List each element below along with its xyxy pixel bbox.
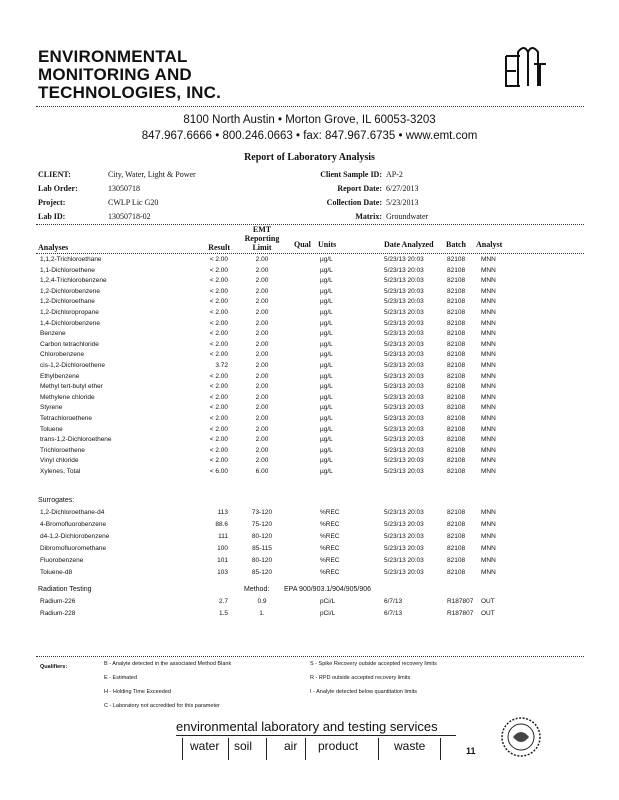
table-row bbox=[0, 415, 619, 426]
footer-rule bbox=[176, 735, 456, 736]
reporting-limit: 2.00 bbox=[255, 351, 269, 359]
reporting-limit: 1. bbox=[259, 610, 265, 617]
result-value: 101 bbox=[217, 556, 228, 564]
table-row bbox=[0, 394, 619, 405]
lab-id-value: 13050718-02 bbox=[108, 212, 151, 221]
result-value: < 2.00 bbox=[209, 330, 228, 338]
units: µg/L bbox=[320, 330, 333, 338]
date-analyzed: 5/23/13 20:03 bbox=[384, 372, 424, 380]
batch: 82108 bbox=[447, 544, 466, 552]
date-analyzed: 5/23/13 20:03 bbox=[384, 532, 424, 540]
date-analyzed: 5/23/13 20:03 bbox=[384, 520, 424, 528]
analyst: MNN bbox=[481, 393, 496, 401]
table-row bbox=[0, 533, 619, 544]
footer-tagline: environmental laboratory and testing services bbox=[176, 719, 438, 734]
company-name-line1: ENVIRONMENTAL bbox=[38, 47, 188, 66]
analyte-name: Carbon tetrachloride bbox=[40, 340, 99, 348]
result-value: < 2.00 bbox=[209, 372, 228, 380]
table-row bbox=[0, 341, 619, 352]
qualifier-rule bbox=[36, 656, 584, 657]
units: %REC bbox=[320, 520, 340, 528]
analyte-name: 4-Bromofluorobenzene bbox=[40, 520, 107, 528]
reporting-limit: 0.9 bbox=[257, 598, 267, 605]
method-label: Method: bbox=[244, 586, 270, 593]
footer-separator bbox=[228, 738, 229, 760]
batch: 82108 bbox=[447, 568, 466, 576]
reporting-limit: 2.00 bbox=[255, 383, 269, 391]
result-value: < 2.00 bbox=[209, 256, 228, 263]
analyst: MNN bbox=[481, 520, 496, 528]
footer-separator bbox=[266, 738, 267, 760]
result-value: < 2.00 bbox=[209, 436, 228, 444]
reporting-limit: 2.00 bbox=[255, 436, 269, 444]
reporting-limit: 85-115 bbox=[252, 544, 272, 552]
result-value: < 2.00 bbox=[209, 287, 228, 295]
report-title: Report of Laboratory Analysis bbox=[244, 152, 375, 163]
col-analyst: Analyst bbox=[476, 240, 503, 249]
batch: 82108 bbox=[447, 457, 466, 465]
analyst: OUT bbox=[481, 598, 495, 605]
footer-separator bbox=[182, 738, 183, 760]
date-analyzed: 5/23/13 20:03 bbox=[384, 393, 424, 401]
analyte-name: Ethylbenzene bbox=[40, 372, 80, 380]
table-row bbox=[0, 373, 619, 384]
col-qual: Qual bbox=[294, 240, 311, 249]
reporting-limit: 2.00 bbox=[255, 298, 269, 306]
table-row bbox=[0, 362, 619, 373]
analyst: MNN bbox=[481, 319, 496, 327]
table-row bbox=[0, 320, 619, 331]
matrix-label: Matrix: bbox=[355, 212, 382, 221]
reporting-limit: 2.00 bbox=[255, 340, 269, 348]
analyst: MNN bbox=[481, 404, 496, 412]
analyst: OUT bbox=[481, 610, 495, 617]
units: µg/L bbox=[320, 457, 333, 465]
result-value: 2.7 bbox=[218, 598, 228, 605]
reporting-limit: 75-120 bbox=[251, 520, 273, 528]
result-value: 111 bbox=[218, 532, 228, 540]
units: µg/L bbox=[320, 298, 333, 306]
date-analyzed: 6/7/13 bbox=[384, 598, 403, 605]
analyst: MNN bbox=[481, 298, 496, 306]
analyte-name: 1,2,4-Trichlorobenzene bbox=[40, 277, 107, 285]
date-analyzed: 5/23/13 20:03 bbox=[384, 277, 424, 285]
units: µg/L bbox=[320, 383, 333, 391]
date-analyzed: 5/23/13 20:03 bbox=[384, 340, 424, 348]
analyte-name: Chlorobenzene bbox=[40, 351, 85, 359]
result-value: < 2.00 bbox=[209, 404, 228, 412]
company-address: 8100 North Austin • Morton Grove, IL 60053-3203 bbox=[183, 114, 436, 126]
analyte-name: Fluorobenzene bbox=[40, 556, 84, 564]
result-value: < 2.00 bbox=[209, 425, 228, 433]
project-label: Project: bbox=[38, 198, 66, 207]
date-analyzed: 5/23/13 20:03 bbox=[384, 404, 424, 412]
analyte-name: Trichloroethene bbox=[40, 446, 85, 454]
table-row bbox=[0, 457, 619, 468]
analyst: MNN bbox=[481, 556, 496, 564]
result-value: 103 bbox=[217, 568, 228, 576]
units: %REC bbox=[320, 544, 340, 552]
table-row bbox=[0, 288, 619, 299]
date-analyzed: 5/23/13 20:03 bbox=[384, 383, 424, 391]
units: µg/L bbox=[320, 351, 333, 359]
batch: 82108 bbox=[447, 298, 466, 306]
table-row bbox=[0, 404, 619, 415]
qualifier-b: B - Analyte detected in the associated Method Blank bbox=[104, 661, 232, 667]
units: µg/L bbox=[320, 340, 333, 348]
units: µg/L bbox=[320, 266, 333, 274]
batch: 82108 bbox=[447, 383, 466, 391]
table-row bbox=[0, 383, 619, 394]
units: µg/L bbox=[320, 372, 333, 380]
reporting-limit: 2.00 bbox=[255, 415, 269, 422]
table-row bbox=[0, 468, 619, 479]
lab-id-label: Lab ID: bbox=[38, 212, 66, 221]
units: µg/L bbox=[320, 415, 333, 422]
report-date-value: 6/27/2013 bbox=[386, 184, 419, 193]
date-analyzed: 5/23/13 20:03 bbox=[384, 351, 424, 359]
reporting-limit: 80-120 bbox=[251, 556, 273, 564]
col-units: Units bbox=[318, 240, 337, 249]
analyte-name: Tetrachloroethene bbox=[40, 415, 93, 422]
collection-date-value: 5/23/2013 bbox=[386, 198, 419, 207]
batch: 82108 bbox=[447, 266, 466, 274]
qualifier-h: H - Holding Time Exceeded bbox=[104, 689, 171, 695]
reporting-limit: 2.00 bbox=[255, 393, 269, 401]
reporting-limit: 2.00 bbox=[255, 446, 269, 454]
reporting-limit: 2.00 bbox=[255, 309, 269, 316]
reporting-limit: 2.00 bbox=[255, 404, 269, 412]
units: pCi/L bbox=[320, 610, 336, 617]
date-analyzed: 5/23/13 20:03 bbox=[384, 544, 424, 552]
analyst: MNN bbox=[481, 372, 496, 380]
result-value: < 2.00 bbox=[209, 457, 228, 465]
result-value: < 2.00 bbox=[209, 351, 228, 359]
qualifier-i: I - Analyte detected below quantitation limits bbox=[310, 689, 418, 695]
reporting-limit: 80-120 bbox=[251, 532, 273, 540]
reporting-limit: 2.00 bbox=[255, 330, 269, 338]
units: µg/L bbox=[320, 436, 333, 444]
analyte-name: Methyl tert-butyl ether bbox=[40, 383, 103, 391]
batch: 82108 bbox=[447, 277, 466, 285]
reporting-limit: 2.00 bbox=[255, 287, 269, 295]
batch: 82108 bbox=[447, 340, 466, 348]
units: µg/L bbox=[320, 393, 333, 401]
units: µg/L bbox=[320, 319, 333, 327]
client-label: CLIENT: bbox=[38, 170, 71, 179]
batch: 82108 bbox=[447, 468, 466, 475]
analyst: MNN bbox=[481, 351, 496, 359]
col-analyses: Analyses bbox=[38, 243, 69, 252]
reporting-limit: 73-120 bbox=[251, 509, 273, 516]
result-value: < 2.00 bbox=[209, 393, 228, 401]
date-analyzed: 5/23/13 20:03 bbox=[384, 568, 424, 576]
analyst: MNN bbox=[481, 340, 496, 348]
analyst: MNN bbox=[481, 532, 496, 540]
analyte-name: Toluene-d8 bbox=[40, 568, 73, 576]
result-value: 113 bbox=[217, 509, 228, 516]
batch: 82108 bbox=[447, 287, 466, 295]
qualifier-c: C - Laboratory not accredited for this parameter bbox=[104, 703, 220, 709]
table-row bbox=[0, 569, 619, 580]
qualifier-r: R - RPD outside accepted recovery limits bbox=[310, 675, 411, 681]
col-limit: Limit bbox=[252, 243, 272, 252]
client-value: City, Water, Light & Power bbox=[108, 170, 196, 179]
info-rule bbox=[36, 224, 584, 225]
analyte-name: Radium-226 bbox=[40, 598, 76, 605]
date-analyzed: 5/23/13 20:03 bbox=[384, 556, 424, 564]
batch: 82108 bbox=[447, 393, 466, 401]
result-value: < 2.00 bbox=[209, 383, 228, 391]
table-row bbox=[0, 598, 619, 609]
table-row bbox=[0, 521, 619, 532]
units: µg/L bbox=[320, 309, 333, 316]
analyst: MNN bbox=[481, 383, 496, 391]
footer-separator bbox=[440, 738, 441, 760]
col-date-analyzed: Date Analyzed bbox=[384, 240, 434, 249]
analyst: MNN bbox=[481, 362, 496, 369]
date-analyzed: 5/23/13 20:03 bbox=[384, 256, 424, 263]
units: µg/L bbox=[320, 287, 333, 295]
date-analyzed: 5/23/13 20:03 bbox=[384, 509, 424, 516]
result-value: < 2.00 bbox=[209, 340, 228, 348]
analyst: MNN bbox=[481, 277, 496, 285]
reporting-limit: 2.00 bbox=[255, 277, 269, 285]
units: µg/L bbox=[320, 468, 333, 475]
table-row bbox=[0, 426, 619, 437]
units: %REC bbox=[320, 509, 340, 516]
service-soil: soil bbox=[234, 739, 253, 753]
result-value: < 2.00 bbox=[209, 266, 228, 274]
analyst: MNN bbox=[481, 436, 496, 444]
date-analyzed: 5/23/13 20:03 bbox=[384, 425, 424, 433]
analyte-name: 1,2-Dichlorobenzene bbox=[40, 287, 100, 295]
service-product: product bbox=[318, 739, 359, 753]
reporting-limit: 2.00 bbox=[255, 457, 269, 465]
header-rule bbox=[36, 106, 584, 107]
company-phones: 847.967.6666 • 800.246.0663 • fax: 847.967.6735 • www.emt.com bbox=[141, 130, 478, 142]
date-analyzed: 5/23/13 20:03 bbox=[384, 436, 424, 444]
analyte-name: d4-1,2-Dichlorobenzene bbox=[40, 532, 110, 540]
result-value: 88.6 bbox=[215, 520, 228, 528]
table-row bbox=[0, 298, 619, 309]
batch: R187807 bbox=[447, 598, 474, 605]
date-analyzed: 5/23/13 20:03 bbox=[384, 415, 424, 422]
analyte-name: Dibromofluoromethane bbox=[40, 544, 107, 552]
units: pCi/L bbox=[320, 598, 336, 605]
units: %REC bbox=[320, 568, 340, 576]
qualifier-e: E - Estimated bbox=[104, 675, 138, 681]
matrix-value: Groundwater bbox=[386, 212, 429, 221]
table-row bbox=[0, 267, 619, 278]
date-analyzed: 5/23/13 20:03 bbox=[384, 309, 424, 316]
batch: 82108 bbox=[447, 372, 466, 380]
service-water: water bbox=[190, 739, 220, 753]
table-row bbox=[0, 557, 619, 568]
col-batch: Batch bbox=[446, 240, 466, 249]
batch: 82108 bbox=[447, 415, 466, 422]
analyst: MNN bbox=[481, 468, 496, 475]
analyst: MNN bbox=[481, 415, 496, 422]
batch: 82108 bbox=[447, 532, 466, 540]
analyte-name: 1,2-Dichloroethane-d4 bbox=[40, 509, 105, 516]
analyst: MNN bbox=[481, 568, 496, 576]
units: %REC bbox=[320, 532, 340, 540]
qualifiers-label: Qualifiers: bbox=[40, 664, 68, 670]
batch: 82108 bbox=[447, 404, 466, 412]
batch: 82108 bbox=[447, 330, 466, 338]
analyte-name: trans-1,2-Dichloroethene bbox=[40, 436, 112, 444]
collection-date-label: Collection Date: bbox=[326, 198, 382, 207]
date-analyzed: 6/7/13 bbox=[384, 610, 403, 617]
page-number: 11 bbox=[466, 746, 476, 756]
analyte-name: cis-1,2-Dichloroethene bbox=[40, 362, 106, 369]
result-value: 3.72 bbox=[215, 362, 228, 369]
result-value: < 2.00 bbox=[209, 309, 228, 316]
batch: 82108 bbox=[447, 520, 466, 528]
analyst: MNN bbox=[481, 425, 496, 433]
units: µg/L bbox=[320, 425, 333, 433]
units: %REC bbox=[320, 556, 340, 564]
analyst: MNN bbox=[481, 509, 496, 516]
date-analyzed: 5/23/13 20:03 bbox=[384, 468, 424, 475]
col-reporting: Reporting bbox=[244, 234, 280, 243]
service-air: air bbox=[284, 739, 298, 753]
analyte-name: 1,1-Dichloroethene bbox=[40, 266, 95, 274]
batch: 82108 bbox=[447, 509, 466, 516]
reporting-limit: 2.00 bbox=[255, 266, 269, 274]
batch: 82108 bbox=[447, 556, 466, 564]
batch: 82108 bbox=[447, 309, 466, 316]
batch: 82108 bbox=[447, 362, 466, 369]
reporting-limit: 6.00 bbox=[255, 468, 269, 475]
result-value: < 2.00 bbox=[209, 298, 228, 306]
analyte-name: Toluene bbox=[40, 425, 63, 433]
surrogates-label: Surrogates: bbox=[38, 497, 75, 504]
result-value: 100 bbox=[217, 544, 228, 552]
analyte-name: 1,2-Dichloroethane bbox=[40, 298, 95, 306]
lab-order-value: 13050718 bbox=[108, 184, 140, 193]
table-row bbox=[0, 447, 619, 458]
table-row bbox=[0, 610, 619, 621]
reporting-limit: 85-120 bbox=[251, 568, 273, 576]
table-row bbox=[0, 436, 619, 447]
lab-order-label: Lab Order: bbox=[38, 184, 78, 193]
batch: 82108 bbox=[447, 436, 466, 444]
date-analyzed: 5/23/13 20:03 bbox=[384, 362, 424, 369]
reporting-limit: 2.00 bbox=[255, 256, 269, 263]
qualifier-s: S - Spike Recovery outside accepted recovery limits bbox=[310, 661, 437, 667]
table-row bbox=[0, 256, 619, 267]
radiation-label: Radiation Testing bbox=[38, 586, 92, 593]
result-value: < 2.00 bbox=[209, 415, 228, 422]
units: µg/L bbox=[320, 277, 333, 285]
company-name-line3: TECHNOLOGIES, INC. bbox=[38, 83, 222, 102]
reporting-limit: 2.00 bbox=[255, 319, 269, 327]
emt-logo bbox=[500, 42, 550, 92]
col-emt: EMT bbox=[252, 225, 272, 234]
result-value: 1.5 bbox=[218, 610, 228, 617]
table-row bbox=[0, 545, 619, 556]
date-analyzed: 5/23/13 20:03 bbox=[384, 446, 424, 454]
table-header-rule bbox=[36, 253, 584, 254]
date-analyzed: 5/23/13 20:03 bbox=[384, 319, 424, 327]
col-result: Result bbox=[208, 243, 230, 252]
reporting-limit: 2.00 bbox=[255, 362, 269, 369]
result-value: < 6.00 bbox=[209, 468, 228, 475]
result-value: < 2.00 bbox=[209, 446, 228, 454]
analyst: MNN bbox=[481, 266, 496, 274]
analyst: MNN bbox=[481, 287, 496, 295]
analyst: MNN bbox=[481, 330, 496, 338]
units: µg/L bbox=[320, 404, 333, 412]
units: µg/L bbox=[320, 256, 333, 263]
method-value: EPA 900/903.1/904/905/906 bbox=[284, 586, 372, 593]
date-analyzed: 5/23/13 20:03 bbox=[384, 287, 424, 295]
batch: 82108 bbox=[447, 319, 466, 327]
analyte-name: Styrene bbox=[40, 404, 63, 412]
service-waste: waste bbox=[394, 739, 426, 753]
analyst: MNN bbox=[481, 309, 496, 316]
batch: 82108 bbox=[447, 425, 466, 433]
analyte-name: Benzene bbox=[40, 330, 66, 338]
analyst: MNN bbox=[481, 446, 496, 454]
report-date-label: Report Date: bbox=[337, 184, 382, 193]
analyte-name: 1,4-Dichlorobenzene bbox=[40, 319, 100, 327]
table-row bbox=[0, 509, 619, 520]
units: µg/L bbox=[320, 446, 333, 454]
batch: 82108 bbox=[447, 446, 466, 454]
date-analyzed: 5/23/13 20:03 bbox=[384, 298, 424, 306]
certification-seal bbox=[500, 716, 542, 758]
table-row bbox=[0, 330, 619, 341]
result-value: < 2.00 bbox=[209, 277, 228, 285]
table-row bbox=[0, 277, 619, 288]
client-sample-id-label: Client Sample ID: bbox=[320, 170, 382, 179]
project-value: CWLP Lic G20 bbox=[108, 198, 159, 207]
company-name-line2: MONITORING AND bbox=[38, 65, 192, 84]
analyte-name: Methylene chloride bbox=[40, 393, 95, 401]
analyst: MNN bbox=[481, 256, 496, 263]
units: µg/L bbox=[320, 362, 333, 369]
footer-separator bbox=[305, 738, 306, 760]
footer-separator bbox=[378, 738, 379, 760]
batch: R187807 bbox=[447, 610, 474, 617]
date-analyzed: 5/23/13 20:03 bbox=[384, 457, 424, 465]
batch: 82108 bbox=[447, 256, 466, 263]
analyst: MNN bbox=[481, 544, 496, 552]
client-sample-id-value: AP-2 bbox=[386, 170, 403, 179]
table-row bbox=[0, 309, 619, 320]
reporting-limit: 2.00 bbox=[255, 425, 269, 433]
analyte-name: 1,1,2-Trichloroethane bbox=[40, 256, 102, 263]
analyte-name: 1,2-Dichloropropane bbox=[40, 309, 99, 316]
reporting-limit: 2.00 bbox=[255, 372, 269, 380]
date-analyzed: 5/23/13 20:03 bbox=[384, 330, 424, 338]
table-row bbox=[0, 351, 619, 362]
analyte-name: Xylenes, Total bbox=[40, 468, 81, 475]
analyst: MNN bbox=[481, 457, 496, 465]
date-analyzed: 5/23/13 20:03 bbox=[384, 266, 424, 274]
result-value: < 2.00 bbox=[209, 319, 228, 327]
analyte-name: Radium-228 bbox=[40, 610, 76, 617]
analyte-name: Vinyl chloride bbox=[40, 457, 79, 465]
batch: 82108 bbox=[447, 351, 466, 359]
